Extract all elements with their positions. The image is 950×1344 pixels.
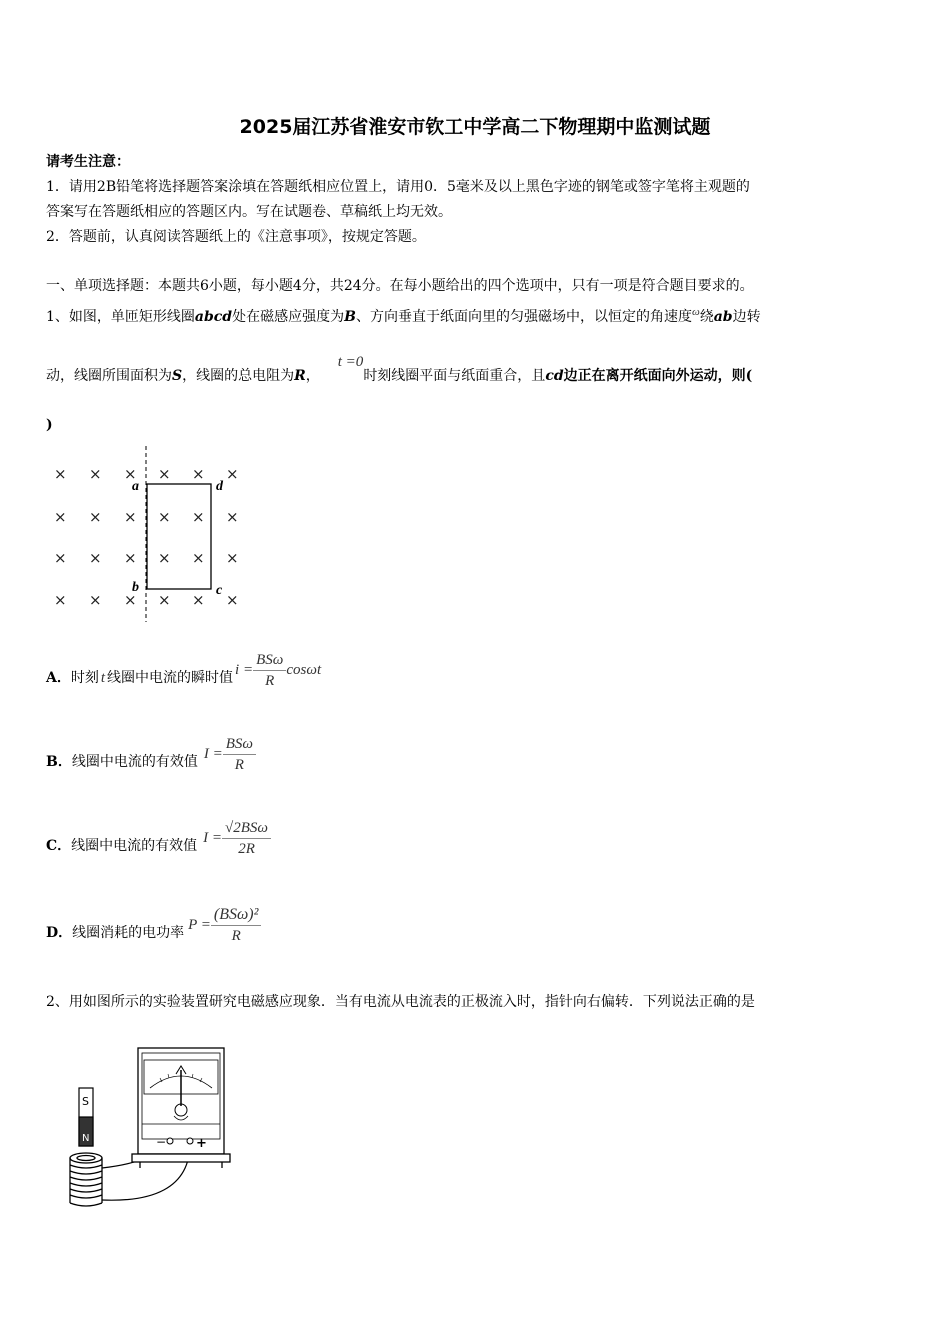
field-cross-r0-c3: ×: [158, 465, 171, 483]
field-cross-r2-c5: ×: [226, 549, 239, 567]
q1-text: 绕: [699, 309, 714, 325]
field-cross-r1-c3: ×: [158, 508, 171, 526]
option-d-text: 线圈消耗的电功率: [72, 925, 185, 941]
option-a-lhs: i =: [235, 662, 254, 678]
q1-text: 边正在离开纸面向外运动，则(: [563, 368, 753, 384]
field-cross-r2-c1: ×: [89, 549, 102, 567]
notice-heading: 请考生注意：: [46, 154, 130, 170]
option-d-lhs: P =: [188, 917, 211, 933]
bar-magnet: [79, 1088, 93, 1146]
label-a: a: [132, 479, 139, 494]
option-b[interactable]: [46, 735, 256, 784]
field-cross-r2-c4: ×: [192, 549, 205, 567]
notice-item-1a: 1．请用2B铅笔将选择题答案涂填在答题纸相应位置上，请用0．5毫米及以上黑色字迹的钢笔或签字笔将主观题的: [46, 179, 750, 195]
q1-var-b: B: [344, 309, 356, 325]
label-c: c: [216, 583, 223, 598]
option-d-label: D．: [46, 925, 73, 941]
q1-text: ，: [305, 368, 320, 384]
field-cross-r3-c4: ×: [192, 591, 205, 609]
field-cross-r1-c2: ×: [124, 508, 137, 526]
option-b-lhs: I =: [203, 746, 223, 762]
field-cross-r3-c5: ×: [226, 591, 239, 609]
solenoid-coil: [70, 1153, 102, 1206]
option-c-fraction: [222, 818, 271, 859]
option-a-fraction: [253, 650, 286, 691]
q1-close-paren: ): [46, 417, 53, 433]
field-cross-r0-c4: ×: [192, 465, 205, 483]
field-cross-r3-c2: ×: [124, 591, 137, 609]
field-cross-r1-c4: ×: [192, 508, 205, 526]
field-cross-r2-c3: ×: [158, 549, 171, 567]
option-a[interactable]: [46, 651, 322, 700]
q1-var-cd: cd: [545, 368, 564, 384]
option-c-text: 线圈中电流的有效值: [71, 838, 198, 854]
galvanometer: [132, 1048, 230, 1168]
page-title: 2025届江苏省淮安市钦工中学高二下物理期中监测试题: [239, 116, 711, 138]
field-cross-r0-c0: ×: [54, 465, 67, 483]
notice-item-2: 2．答题前，认真阅读答题纸上的《注意事项》，按规定答题。: [46, 229, 426, 245]
field-cross-r3-c0: ×: [54, 591, 67, 609]
option-d-fraction: [211, 905, 262, 946]
option-a-var-t: t: [100, 670, 106, 686]
q1-line-1: [46, 302, 761, 327]
negative-terminal: [167, 1138, 173, 1144]
positive-terminal: [187, 1138, 193, 1144]
option-b-fraction: [223, 734, 256, 775]
notice-item-1b: 答案写在答题纸相应的答题区内。写在试题卷、草稿纸上均无效。: [46, 204, 452, 220]
q1-t-zero: t =0: [337, 354, 364, 370]
option-c-numerator: √2BSω: [222, 818, 271, 839]
field-cross-r2-c2: ×: [124, 549, 137, 567]
option-a-numerator: BSω: [253, 650, 286, 671]
q1-text: 时刻线圈平面与纸面重合，且: [363, 368, 546, 384]
plus-label: +: [196, 1136, 207, 1151]
option-a-label: A．: [46, 670, 71, 686]
option-a-text: 时刻: [70, 670, 99, 686]
q1-var-s: S: [172, 368, 183, 384]
field-cross-r3-c1: ×: [89, 591, 102, 609]
option-c-denominator: 2R: [238, 840, 255, 857]
field-cross-r1-c5: ×: [226, 508, 239, 526]
option-d-denominator: R: [231, 927, 241, 944]
option-c-lhs: I =: [203, 830, 223, 846]
q1-text: 边转: [732, 309, 761, 325]
option-b-text: 线圈中电流的有效值: [71, 754, 198, 770]
q1-text: 动，线圈所围面积为: [46, 368, 172, 384]
label-d: d: [216, 479, 223, 494]
field-cross-r2-c0: ×: [54, 549, 67, 567]
magnetic-field-figure: [46, 444, 256, 624]
option-a-tail: cosωt: [286, 662, 322, 678]
q2-text: 2、用如图所示的实验装置研究电磁感应现象．当有电流从电流表的正极流入时，指针向右偏转．下列说法正确的是: [46, 994, 755, 1010]
coil-rectangle: [147, 484, 211, 589]
magnet-n-label: N: [82, 1133, 90, 1144]
q1-var-abcd: abcd: [194, 309, 233, 325]
q1-line-2: [46, 354, 753, 386]
field-cross-r3-c3: ×: [158, 591, 171, 609]
label-b: b: [132, 580, 139, 595]
field-cross-r1-c1: ×: [89, 508, 102, 526]
q1-var-r: R: [294, 368, 306, 384]
option-a-text: 线圈中电流的瞬时值: [107, 670, 234, 686]
option-b-label: B．: [46, 754, 72, 770]
option-a-denominator: R: [265, 672, 275, 689]
q1-var-omega: ω: [691, 306, 700, 318]
option-b-numerator: BSω: [223, 734, 256, 755]
magnet-s-label: S: [82, 1095, 89, 1108]
minus-label: −: [156, 1135, 167, 1149]
option-c[interactable]: [46, 819, 271, 868]
field-cross-r0-c5: ×: [226, 465, 239, 483]
field-cross-r1-c0: ×: [54, 508, 67, 526]
q1-text: 1、如图，单匝矩形线圈: [46, 309, 195, 325]
section-heading: 一、单项选择题：本题共6小题，每小题4分，共24分。在每小题给出的四个选项中，只有一项是符合题目要求的。: [46, 278, 754, 294]
option-c-label: C．: [46, 838, 72, 854]
galvanometer-figure: [60, 1040, 250, 1215]
q1-text: 处在磁感应强度为: [232, 309, 345, 325]
field-cross-r0-c2: ×: [124, 465, 137, 483]
option-b-denominator: R: [234, 756, 244, 773]
q1-text: 、方向垂直于纸面向里的匀强磁场中，以恒定的角速度: [355, 309, 692, 325]
option-d[interactable]: [46, 905, 261, 958]
field-cross-r0-c1: ×: [89, 465, 102, 483]
option-d-numerator: (BSω)²: [211, 905, 262, 926]
q1-text: ，线圈的总电阻为: [182, 368, 295, 384]
q1-var-ab: ab: [713, 309, 733, 325]
